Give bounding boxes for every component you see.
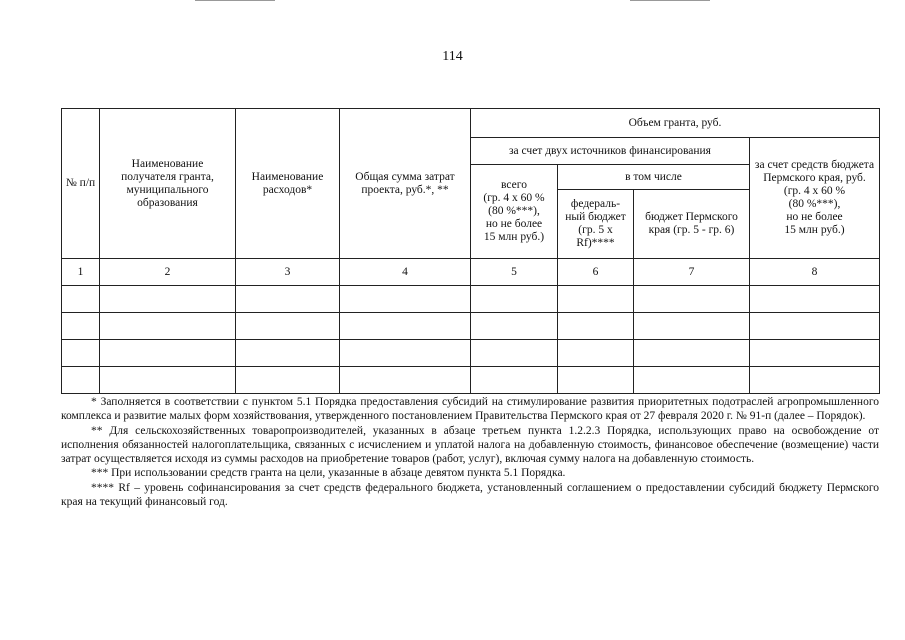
- table-cell[interactable]: [471, 340, 558, 367]
- table-cell[interactable]: [62, 313, 100, 340]
- table-cell[interactable]: [558, 340, 634, 367]
- table-cell[interactable]: [750, 367, 880, 394]
- table-cell[interactable]: [100, 340, 236, 367]
- table-row: [62, 340, 880, 367]
- table-cell[interactable]: [750, 313, 880, 340]
- header-total-costs: Общая сумма затрат проекта, руб.*, **: [340, 109, 471, 259]
- header-total-line5: 15 млн руб.): [483, 231, 545, 243]
- table-cell[interactable]: [236, 286, 340, 313]
- footnote-1: * Заполняется в соответствии с пунктом 5.1 Порядка предоставления субсидий на стимулирование развития приоритетных подотраслей агропромышленного комплекса и развитие малых форм хозяйствования, утвержденного постановлением Правительства Пермского края от 27 февраля 2020 г. № 91-п (далее – Порядок).: [61, 396, 879, 423]
- page-number: 114: [442, 49, 463, 64]
- table-cell[interactable]: [340, 286, 471, 313]
- table-cell[interactable]: [558, 313, 634, 340]
- header-perm-only-line1: за счет средств бюджета Пермского края, руб.: [754, 159, 875, 184]
- header-perm-only-line4: но не более: [786, 211, 843, 223]
- table-cell[interactable]: [100, 286, 236, 313]
- table-row: [62, 367, 880, 394]
- table-cell[interactable]: [100, 367, 236, 394]
- table-cell[interactable]: [471, 286, 558, 313]
- header-federal: [558, 190, 634, 259]
- header-perm-only-line5: 15 млн руб.): [784, 224, 845, 236]
- header-perm-only-line2: (гр. 4 х 60 %: [783, 185, 846, 197]
- grant-table: [61, 108, 880, 394]
- header-total: [471, 165, 558, 259]
- col-number: 1: [62, 259, 100, 286]
- table-cell[interactable]: [236, 313, 340, 340]
- header-total-line2: (гр. 4 х 60 %: [483, 192, 545, 204]
- table-cell[interactable]: [340, 340, 471, 367]
- header-federal-line1: федераль-: [570, 198, 621, 210]
- table-cell[interactable]: [750, 286, 880, 313]
- header-recipient: Наименование получателя гранта, муниципального образования: [100, 109, 236, 259]
- table-row: [62, 286, 880, 313]
- header-total-line4: но не более: [485, 218, 543, 230]
- table-cell[interactable]: [236, 340, 340, 367]
- header-federal-line3: (гр. 5 х: [578, 224, 613, 236]
- table-cell[interactable]: [634, 340, 750, 367]
- header-federal-line2: ный бюджет: [565, 211, 626, 223]
- table-cell[interactable]: [471, 313, 558, 340]
- table-cell[interactable]: [62, 340, 100, 367]
- table-cell[interactable]: [100, 313, 236, 340]
- top-rule-right: [630, 0, 710, 1]
- header-expenses: Наименование расходов*: [236, 109, 340, 259]
- table-cell[interactable]: [750, 340, 880, 367]
- header-federal-line4: Rf)****: [576, 237, 615, 249]
- table-cell[interactable]: [558, 367, 634, 394]
- table-cell[interactable]: [634, 286, 750, 313]
- top-rule-left: [195, 0, 275, 1]
- table-cell[interactable]: [340, 367, 471, 394]
- header-no: № п/п: [62, 109, 100, 259]
- table-row: [62, 313, 880, 340]
- table-cell[interactable]: [634, 313, 750, 340]
- header-perm-budget: бюджет Пермского края (гр. 5 - гр. 6): [634, 190, 750, 259]
- footnotes: [61, 395, 879, 509]
- col-number: 6: [558, 259, 634, 286]
- col-number: 5: [471, 259, 558, 286]
- col-number: 2: [100, 259, 236, 286]
- table-cell[interactable]: [340, 313, 471, 340]
- col-number: 8: [750, 259, 880, 286]
- header-including: в том числе: [558, 165, 750, 190]
- table-cell[interactable]: [236, 367, 340, 394]
- table-cell[interactable]: [471, 367, 558, 394]
- table-cell[interactable]: [634, 367, 750, 394]
- header-total-line1: всего: [501, 179, 527, 191]
- footnote-2: ** Для сельскохозяйственных товаропроизводителей, указанных в абзаце третьем пункта 1.2.2.3 Порядка, использующих право на освобождение от исполнения обязанностей налогоплательщика, связанных с исчислением и уплатой налога на добавленную стоимость, финансовое обеспечение (возмещение) части затрат осуществляется исходя из суммы расходов на приобретение товаров (работ, услуг), включая сумму налога на добавленную стоимость.: [61, 424, 879, 466]
- header-perm-only-line3: (80 %***),: [788, 198, 841, 210]
- col-number: 4: [340, 259, 471, 286]
- col-number: 3: [236, 259, 340, 286]
- header-two-sources: за счет двух источников финансирования: [471, 138, 750, 165]
- header-grant-volume: Объем гранта, руб.: [471, 109, 880, 138]
- table-cell[interactable]: [62, 367, 100, 394]
- header-perm-only: [750, 138, 880, 259]
- header-total-line3: (80 %***),: [488, 205, 540, 217]
- footnote-4: **** Rf – уровень софинансирования за счет средств федерального бюджета, установленный соглашением о предоставлении субсидий бюджету Пермского края на текущий финансовый год.: [61, 481, 879, 509]
- footnote-3: *** При использовании средств гранта на цели, указанные в абзаце девятом пункта 5.1 Порядка.: [91, 467, 566, 480]
- table-cell[interactable]: [62, 286, 100, 313]
- col-number: 7: [634, 259, 750, 286]
- table-cell[interactable]: [558, 286, 634, 313]
